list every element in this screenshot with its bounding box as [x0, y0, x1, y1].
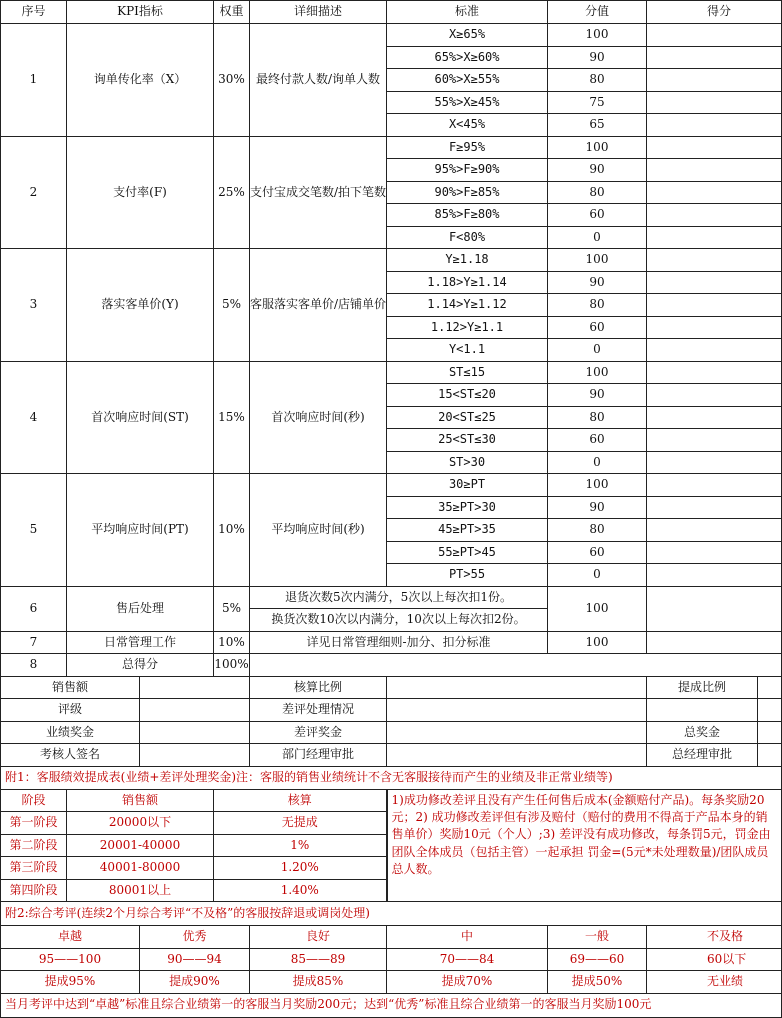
- table-row: [1, 699, 782, 722]
- kpi-weight: 10%: [214, 474, 250, 587]
- kpi-description: 首次响应时间(秒): [250, 361, 387, 474]
- kpi-standard: Y≥1.18: [387, 249, 548, 272]
- total-weight: 100%: [214, 654, 250, 677]
- appendix2-commission: 提成70%: [387, 971, 548, 994]
- kpi-name: 平均响应时间(PT): [67, 474, 214, 587]
- summary-value: [387, 744, 647, 767]
- kpi-score: 80: [548, 406, 647, 429]
- kpi-result-cell: [647, 181, 782, 204]
- kpi-weight: 5%: [214, 586, 250, 631]
- summary-value: [758, 676, 782, 699]
- table-row: [1, 744, 782, 767]
- kpi-result-cell: [647, 159, 782, 182]
- kpi-score: 0: [548, 339, 647, 362]
- stage-rate: 1%: [214, 834, 387, 857]
- stage-rate: 1.20%: [214, 857, 387, 880]
- kpi-result-cell: [647, 496, 782, 519]
- stage-sales: 80001以上: [67, 879, 214, 902]
- kpi-score: 75: [548, 91, 647, 114]
- kpi-result-cell: [647, 564, 782, 587]
- kpi-description: 平均响应时间(秒): [250, 474, 387, 587]
- kpi-description: 支付宝成交笔数/拍下笔数: [250, 136, 387, 249]
- kpi-standard: Y<1.1: [387, 339, 548, 362]
- summary-label: 总奖金: [647, 721, 758, 744]
- kpi-score: 100: [548, 361, 647, 384]
- kpi-standard: 30≥PT: [387, 474, 548, 497]
- kpi-result-cell: [647, 69, 782, 92]
- kpi-result-cell: [647, 519, 782, 542]
- appendix2-commission: 提成50%: [548, 971, 647, 994]
- summary-value: [387, 699, 647, 722]
- summary-value: [140, 676, 250, 699]
- stage-sales: 20001-40000: [67, 834, 214, 857]
- kpi-standard: 20<ST≤25: [387, 406, 548, 429]
- kpi-result-cell: [647, 541, 782, 564]
- appendix2-level: 卓越: [1, 926, 140, 949]
- summary-label: 差评奖金: [250, 721, 387, 744]
- kpi-number: 7: [1, 631, 67, 654]
- table-row: [1, 676, 782, 699]
- kpi-result-cell: [647, 406, 782, 429]
- kpi-weight: 15%: [214, 361, 250, 474]
- appendix2-commission: 提成90%: [140, 971, 250, 994]
- summary-value: [387, 721, 647, 744]
- stage-rate: 无提成: [214, 812, 387, 835]
- kpi-standard: 95%>F≥90%: [387, 159, 548, 182]
- summary-label: 业绩奖金: [1, 721, 140, 744]
- kpi-name: 日常管理工作: [67, 631, 214, 654]
- table-row: [1, 926, 782, 949]
- summary-value: [647, 699, 758, 722]
- kpi-number: 6: [1, 586, 67, 631]
- kpi-score: 60: [548, 204, 647, 227]
- kpi-score: 100: [548, 249, 647, 272]
- kpi-result-cell: [647, 451, 782, 474]
- total-score-value: [250, 654, 782, 677]
- stage-sales: 40001-80000: [67, 857, 214, 880]
- table-row: [1, 1, 782, 24]
- kpi-description: 客服落实客单价/店铺单价: [250, 249, 387, 362]
- kpi-score: 60: [548, 429, 647, 452]
- kpi-number: 1: [1, 24, 67, 137]
- summary-label: 差评处理情况: [250, 699, 387, 722]
- kpi-result-cell: [647, 294, 782, 317]
- kpi-result-cell: [647, 384, 782, 407]
- table-row: [1, 249, 782, 272]
- summary-label: 考核人签名: [1, 744, 140, 767]
- table-row: [1, 902, 782, 926]
- kpi-standard: 35≥PT>30: [387, 496, 548, 519]
- kpi-standard: 90%>F≥85%: [387, 181, 548, 204]
- kpi-score: 65: [548, 114, 647, 137]
- table-row: [1, 631, 782, 654]
- kpi-weight: 30%: [214, 24, 250, 137]
- kpi-description: 详见日常管理细则-加分、扣分标准: [250, 631, 548, 654]
- appendix2-level: 良好: [250, 926, 387, 949]
- kpi-result-cell: [647, 271, 782, 294]
- kpi-standard: 1.18>Y≥1.14: [387, 271, 548, 294]
- kpi-name: 售后处理: [67, 586, 214, 631]
- kpi-name: 落实客单价(Y): [67, 249, 214, 362]
- kpi-score: 80: [548, 69, 647, 92]
- table-row: [1, 789, 782, 812]
- kpi-score: 60: [548, 316, 647, 339]
- kpi-name: 支付率(F): [67, 136, 214, 249]
- kpi-name: 询单传化率（X）: [67, 24, 214, 137]
- kpi-score: 100: [548, 586, 647, 631]
- kpi-standard: PT>55: [387, 564, 548, 587]
- stage-rate: 1.40%: [214, 879, 387, 902]
- table-row: [1, 766, 782, 789]
- table-row: [1, 474, 782, 497]
- summary-label: 评级: [1, 699, 140, 722]
- summary-label: 提成比例: [647, 676, 758, 699]
- kpi-result-cell: [647, 204, 782, 227]
- summary-value: [140, 699, 250, 722]
- kpi-score: 0: [548, 451, 647, 474]
- aftersale-exchange-rule: 换货次数10次以内满分，10次以上每次扣2份。: [250, 609, 548, 632]
- kpi-score: 90: [548, 496, 647, 519]
- table-row: [1, 948, 782, 971]
- appendix2-range: 95——100: [1, 948, 140, 971]
- kpi-result-cell: [647, 91, 782, 114]
- stage-name: 第二阶段: [1, 834, 67, 857]
- kpi-score: 90: [548, 46, 647, 69]
- summary-value: [140, 721, 250, 744]
- kpi-standard: 45≥PT>35: [387, 519, 548, 542]
- table-row: [1, 136, 782, 159]
- table-row: [1, 361, 782, 384]
- summary-value: [758, 744, 782, 767]
- kpi-result-cell: [647, 361, 782, 384]
- kpi-standard: 1.14>Y≥1.12: [387, 294, 548, 317]
- appendix2-range: 69——60: [548, 948, 647, 971]
- table-row: [1, 24, 782, 47]
- kpi-result-cell: [647, 114, 782, 137]
- appendix2-range: 60以下: [647, 948, 782, 971]
- appendix2-level: 一般: [548, 926, 647, 949]
- stage-name: 第一阶段: [1, 812, 67, 835]
- header-no: 序号: [1, 1, 67, 24]
- kpi-result-cell: [647, 316, 782, 339]
- kpi-score: 100: [548, 136, 647, 159]
- kpi-standard: 25<ST≤30: [387, 429, 548, 452]
- kpi-standard: F<80%: [387, 226, 548, 249]
- appendix2-commission: 提成85%: [250, 971, 387, 994]
- kpi-standard: ST≤15: [387, 361, 548, 384]
- appendix2-range: 85——89: [250, 948, 387, 971]
- kpi-score: 90: [548, 159, 647, 182]
- table-row: [1, 971, 782, 994]
- kpi-number: 4: [1, 361, 67, 474]
- header-desc: 详细描述: [250, 1, 387, 24]
- kpi-result-cell: [647, 474, 782, 497]
- kpi-result-cell: [647, 339, 782, 362]
- summary-value: [758, 699, 782, 722]
- kpi-standard: 55≥PT>45: [387, 541, 548, 564]
- kpi-score: 80: [548, 294, 647, 317]
- kpi-standard: 60%>X≥55%: [387, 69, 548, 92]
- kpi-weight: 10%: [214, 631, 250, 654]
- kpi-score: 90: [548, 384, 647, 407]
- kpi-standard: 55%>X≥45%: [387, 91, 548, 114]
- kpi-result-cell: [647, 429, 782, 452]
- appendix2-commission: 提成95%: [1, 971, 140, 994]
- header-score: 分值: [548, 1, 647, 24]
- table-row: [1, 993, 782, 1017]
- kpi-standard: 85%>F≥80%: [387, 204, 548, 227]
- kpi-result-cell: [647, 586, 782, 631]
- appendix1-rules: 1)成功修改差评且没有产生任何售后成本(金额赔付产品)。每条奖励20元；2) 成功修改差评但有涉及赔付（赔付的费用不得高于产品本身的销售单价）奖励10元（个人）;3) 差评没有成功修改，每条罚5元，罚金由团队全体成员（包括主管）一起承担 罚金=(5元*未处理数量)/团队成员总人数。: [387, 789, 782, 902]
- appendix2-level: 优秀: [140, 926, 250, 949]
- kpi-result-cell: [647, 136, 782, 159]
- total-score-label: 总得分: [67, 654, 214, 677]
- kpi-standard: ST>30: [387, 451, 548, 474]
- kpi-weight: 25%: [214, 136, 250, 249]
- kpi-score: 0: [548, 226, 647, 249]
- appendix2-level: 中: [387, 926, 548, 949]
- appendix1-header: 销售额: [67, 789, 214, 812]
- kpi-score: 100: [548, 474, 647, 497]
- kpi-name: 首次响应时间(ST): [67, 361, 214, 474]
- appendix2-commission: 无业绩: [647, 971, 782, 994]
- table-row: [1, 654, 782, 677]
- appendix2-title: 附2:综合考评(连续2个月综合考评“不及格”的客服按辞退或调岗处理): [1, 902, 782, 926]
- kpi-standard: 1.12>Y≥1.1: [387, 316, 548, 339]
- summary-label: 核算比例: [250, 676, 387, 699]
- summary-value: [140, 744, 250, 767]
- stage-name: 第四阶段: [1, 879, 67, 902]
- table-row: [1, 721, 782, 744]
- header-weight: 权重: [214, 1, 250, 24]
- kpi-standard: 65%>X≥60%: [387, 46, 548, 69]
- kpi-result-cell: [647, 249, 782, 272]
- kpi-standard: X≥65%: [387, 24, 548, 47]
- appendix2-range: 90——94: [140, 948, 250, 971]
- kpi-result-cell: [647, 226, 782, 249]
- kpi-score: 60: [548, 541, 647, 564]
- kpi-result-cell: [647, 46, 782, 69]
- kpi-result-cell: [647, 631, 782, 654]
- footer-note: 当月考评中达到“卓越”标准且综合业绩第一的客服当月奖励200元；达到“优秀”标准且综合业绩第一的客服当月奖励100元: [1, 993, 782, 1017]
- summary-value: [387, 676, 647, 699]
- kpi-number: 3: [1, 249, 67, 362]
- appendix1-title: 附1：客服绩效提成表(业绩+差评处理奖金)注：客服的销售业绩统计不含无客服接待而产生的业绩及非正常业绩等): [1, 766, 782, 789]
- summary-label: 部门经理审批: [250, 744, 387, 767]
- kpi-standard: X<45%: [387, 114, 548, 137]
- appendix2-range: 70——84: [387, 948, 548, 971]
- kpi-score: 0: [548, 564, 647, 587]
- summary-value: [758, 721, 782, 744]
- kpi-score: 100: [548, 24, 647, 47]
- header-standard: 标准: [387, 1, 548, 24]
- kpi-number: 8: [1, 654, 67, 677]
- kpi-score: 90: [548, 271, 647, 294]
- appendix1-header: 核算: [214, 789, 387, 812]
- kpi-description: 最终付款人数/询单人数: [250, 24, 387, 137]
- kpi-number: 2: [1, 136, 67, 249]
- appendix2-level: 不及格: [647, 926, 782, 949]
- kpi-standard: F≥95%: [387, 136, 548, 159]
- header-result: 得分: [647, 1, 782, 24]
- kpi-score: 100: [548, 631, 647, 654]
- summary-label: 总经理审批: [647, 744, 758, 767]
- kpi-score: 80: [548, 519, 647, 542]
- kpi-result-cell: [647, 24, 782, 47]
- kpi-score: 80: [548, 181, 647, 204]
- appendix1-header: 阶段: [1, 789, 67, 812]
- summary-label: 销售额: [1, 676, 140, 699]
- table-row: [1, 586, 782, 609]
- aftersale-return-rule: 退货次数5次内满分，5次以上每次扣1份。: [250, 586, 548, 609]
- kpi-standard: 15<ST≤20: [387, 384, 548, 407]
- header-kpi: KPI指标: [67, 1, 214, 24]
- stage-name: 第三阶段: [1, 857, 67, 880]
- kpi-weight: 5%: [214, 249, 250, 362]
- stage-sales: 20000以下: [67, 812, 214, 835]
- kpi-number: 5: [1, 474, 67, 587]
